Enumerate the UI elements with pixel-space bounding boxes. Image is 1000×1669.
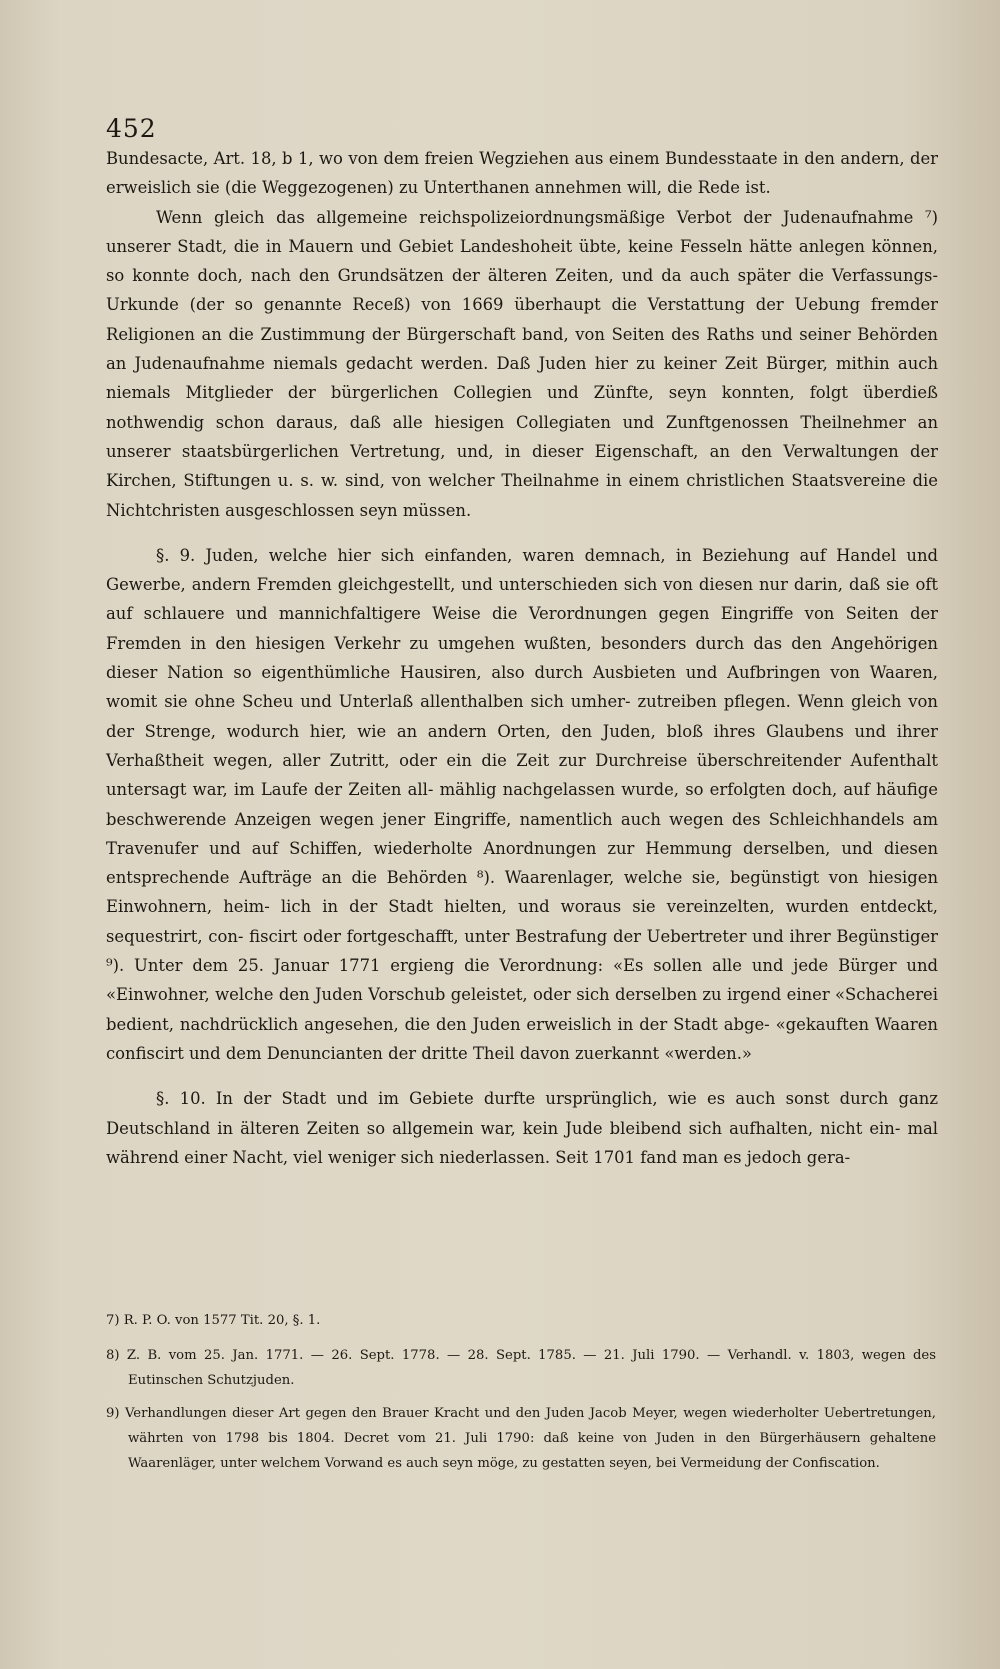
text-line: Collegiaten und Zunftgenossen Theilnehmer an unserer staatsbürgerlichen Vertretung, und, bbox=[106, 412, 938, 461]
text-line: Aufbringen von Waaren, womit sie ohne Scheu und Unterlaß allenthalben sich umher- bbox=[106, 663, 938, 712]
text-line: unserer Stadt, die in Mauern und Gebiet Landeshoheit übte, keine Fesseln hätte anlegen bbox=[106, 236, 872, 256]
footnotes bbox=[106, 1308, 936, 1484]
footnote-line: 8) Z. B. vom 25. Jan. 1771. — 26. Sept. 1778. — 28. Sept. 1785. — 21. Juli 1790. — Verhandl. bbox=[106, 1348, 800, 1363]
text-line: und Zünfte, seyn konnten, folgt überdieß nothwendig schon daraus, daß alle hiesigen bbox=[106, 383, 938, 432]
text-line: dem 25. Januar 1771 ergieng die Verordnung: «Es sollen alle und jede Bürger und bbox=[192, 956, 938, 976]
text-line: an die Behörden ⁸). Waarenlager, welche sie, begünstigt von hiesigen Einwohnern, heim- bbox=[106, 868, 939, 917]
text-line: hier zu keiner Zeit Bürger, mithin auch niemals Mitglieder der bürgerlichen Collegien bbox=[106, 354, 938, 403]
footnote-line: 7) R. P. O. von 1577 Tit. 20, §. 1. bbox=[106, 1313, 321, 1328]
text-line: und Gewerbe, andern Fremden gleichgestellt, und unterschieden sich von diesen nur darin, bbox=[106, 545, 938, 595]
text-line: den Juden, bloß ihres Glaubens und ihrer Verhaßtheit wegen, aller Zutritt, oder ein die bbox=[106, 721, 938, 770]
text-line: zutreiben pflegen. Wenn gleich von der Strenge, wodurch hier, wie an andern Orten, bbox=[106, 692, 938, 741]
footnote-9 bbox=[106, 1401, 936, 1476]
text-line: Wenn gleich das allgemeine reichspolizeiordnungsmäßige Verbot der Judenaufnahme ⁷) bbox=[156, 207, 938, 227]
paragraph-judenaufnahme bbox=[106, 203, 938, 525]
footnote-7 bbox=[106, 1308, 936, 1333]
text-line: Deutschland in älteren Zeiten so allgemein war, kein Jude bleibend sich aufhalten, nicht ein- bbox=[106, 1118, 908, 1138]
text-line: daß sie oft auf schlauere und mannichfaltigere Weise die Verordnungen gegen Eingriffe von bbox=[106, 575, 938, 624]
footnote-line: 9) Verhandlungen dieser Art gegen den Brauer Kracht und den Juden Jacob Meyer, wegen bbox=[106, 1406, 733, 1421]
text-line: fiscirt oder fortgeschafft, unter Bestrafung der Uebertreter und ihrer Begünstiger ⁹). Unter bbox=[106, 926, 938, 976]
footnote-line: wiederholter Uebertretungen, währten von 1798 bis 1804. Decret vom 21. Juli 1790: daß keine bbox=[128, 1406, 936, 1446]
text-line: Zeit zur Durchreise überschreitender Aufenthalt untersagt war, im Laufe der Zeiten all- bbox=[106, 750, 939, 800]
text-line: können, so konnte doch, nach den Grundsätzen der älteren Zeiten, und da auch später die bbox=[106, 236, 938, 286]
footnote-line: v. 1803, wegen des Eutinschen Schutzjuden. bbox=[128, 1348, 936, 1388]
text-line: Seiten der Fremden in den hiesigen Verkehr zu umgehen wußten, besonders durch das bbox=[106, 604, 938, 653]
text-line: in dieser Eigenschaft, an den Verwaltungen der Kirchen, Stiftungen u. s. w. sind, von bbox=[106, 441, 938, 491]
text-line: müssen. bbox=[402, 500, 472, 520]
paragraph-bundesacte bbox=[106, 144, 938, 203]
footnote-line: möge, zu gestatten seyen, bei Vermeidung der Confiscation. bbox=[477, 1456, 880, 1471]
text-line: «gekauften Waaren confiscirt und dem Denuncianten der dritte Theil davon zuerkannt bbox=[106, 1014, 938, 1063]
text-line: Raths und seiner Behörden an Judenaufnahme niemals gedacht werden. Daß Juden bbox=[106, 324, 938, 374]
text-line: Verfassungs-Urkunde (der so genannte Receß) von 1669 überhaupt die Verstattung der bbox=[106, 266, 938, 315]
text-line: den Angehörigen dieser Nation so eigenthümliche Hausiren, also durch Ausbieten und bbox=[106, 633, 938, 683]
body-text bbox=[106, 144, 938, 1172]
text-line: §. 9. Juden, welche hier sich einfanden, waren demnach, in Beziehung auf Handel bbox=[156, 545, 907, 565]
text-line: die Rede ist. bbox=[667, 178, 771, 198]
page-number: 452 bbox=[106, 114, 157, 143]
text-line: mählig nachgelassen wurde, so erfolgten doch, auf häufige beschwerende Anzeigen wegen jener bbox=[106, 780, 938, 829]
text-line: Uebung fremder Religionen an die Zustimmung der Bürgerschaft band, von Seiten des bbox=[106, 295, 938, 344]
paragraph-section-10 bbox=[106, 1084, 938, 1172]
text-line: §. 10. In der Stadt und im Gebiete durfte ursprünglich, wie es auch sonst durch ganz bbox=[156, 1089, 938, 1109]
footnote-line: von Juden in den Bürgerhäusern gehaltene Waarenläger, unter welchem Vorwand es auch seyn bbox=[128, 1431, 937, 1471]
text-line: welcher Theilnahme in einem christlichen Staatsvereine die Nichtchristen ausgeschlossen seyn bbox=[106, 471, 938, 520]
paragraph-section-9 bbox=[106, 541, 938, 1068]
text-line: Bundesacte, Art. 18, b 1, wo von dem freien Wegziehen aus einem Bundesstaate in den bbox=[106, 149, 841, 168]
text-line: «Einwohner, welche den Juden Vorschub geleistet, oder sich derselben zu irgend einer bbox=[106, 985, 836, 1005]
footnote-8 bbox=[106, 1343, 936, 1393]
text-line: wiederholte Anordnungen zur Hemmung derselben, und diesen entsprechende Aufträge bbox=[106, 838, 938, 888]
text-line: «Schacherei bedient, nachdrücklich angesehen, die den Juden erweislich in der Stadt abge- bbox=[106, 985, 938, 1034]
text-line: andern, der erweislich sie (die Weggezogenen) zu Unterthanen annehmen will, bbox=[106, 149, 938, 198]
text-line: lich in der Stadt hielten, und woraus sie vereinzelten, wurden entdeckt, sequestrirt, con- bbox=[106, 897, 939, 946]
text-line: Eingriffe, namentlich auch wegen des Schleichhandels am Travenufer und auf Schiffen, bbox=[106, 809, 938, 858]
text-line: «werden.» bbox=[664, 1043, 752, 1063]
text-line: mal während einer Nacht, viel weniger sich niederlassen. Seit 1701 fand man es jedoch gera- bbox=[106, 1118, 938, 1167]
